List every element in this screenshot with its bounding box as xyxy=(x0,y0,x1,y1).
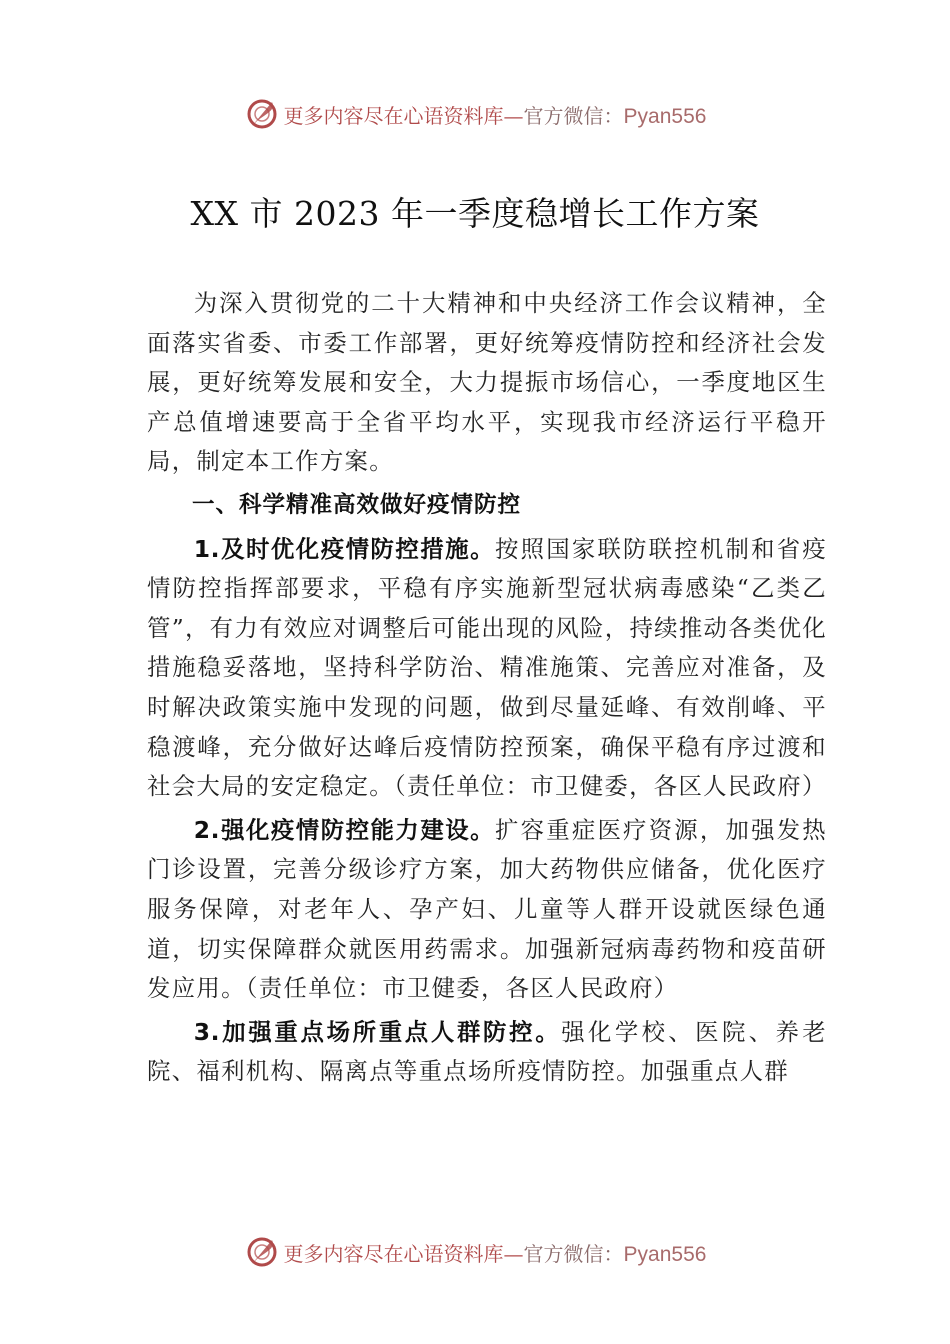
feather-logo-icon xyxy=(244,1234,280,1270)
watermark-wechat-id: Pyan556 xyxy=(623,1242,707,1266)
document-title: XX 市 2023 年一季度稳增长工作方案 xyxy=(190,194,760,233)
intro-paragraph: 为深入贯彻党的二十大精神和中央经济工作会议精神，全面落实省委、市委工作部署，更好统筹疫情防控和经济社会发展，更好统筹发展和安全，大力提振市场信心，一季度地区生产总值增速要高于全省平均水平，实现我市经济运行平稳开局，制定本工作方案。 xyxy=(147,289,827,476)
watermark-wechat-label: 官方微信： xyxy=(523,1241,624,1266)
item-text-3: 强化学校、医院、养老院、福利机构、隔离点等重点场所疫情防控。加强重点人群 xyxy=(147,1017,827,1086)
feather-logo-icon xyxy=(244,96,280,132)
item-text-1: 按照国家联防联控机制和省疫情防控指挥部要求，平稳有序实施新型冠状病毒感染“乙类乙管”，有力有效应对调整后可能出现的风险，持续推动各类优化措施稳妥落地，坚持科学防治、精准施策、完善应对准备，及时解决政策实施中发现的问题，做到尽量延峰、有效削峰、平稳渡峰，充分做好达峰后疫情防控预案，确保平稳有序过渡和社会大局的安定稳定。（责任单位：市卫健委，各区人民政府） xyxy=(147,534,827,801)
watermark-banner-bottom xyxy=(0,1232,950,1272)
item-paragraph-2 xyxy=(147,811,827,1009)
item-paragraph-1 xyxy=(147,530,827,807)
watermark-banner-top xyxy=(0,94,950,134)
watermark-wechat-label: 官方微信： xyxy=(523,103,624,128)
item-text-2: 扩容重症医疗资源，加强发热门诊设置，完善分级诊疗方案，加大药物供应储备，优化医疗服务保障，对老年人、孕产妇、儿童等人群开设就医绿色通道，切实保障群众就医用药需求。加强新冠病毒药物和疫苗研发应用。（责任单位：市卫健委，各区人民政府） xyxy=(147,815,827,1003)
item-lead-1: 1.及时优化疫情防控措施。 xyxy=(193,534,496,563)
item-paragraph-3 xyxy=(147,1013,827,1092)
watermark-text: 更多内容尽在心语资料库— xyxy=(283,103,524,128)
document-body xyxy=(147,284,827,1092)
section-heading: 一、科学精准高效做好疫情防控 xyxy=(192,491,522,518)
watermark-wechat-id: Pyan556 xyxy=(623,104,707,128)
watermark-text: 更多内容尽在心语资料库— xyxy=(283,1241,524,1266)
item-lead-3: 3.加强重点场所重点人群防控。 xyxy=(193,1017,562,1046)
item-lead-2: 2.强化疫情防控能力建设。 xyxy=(193,815,496,844)
